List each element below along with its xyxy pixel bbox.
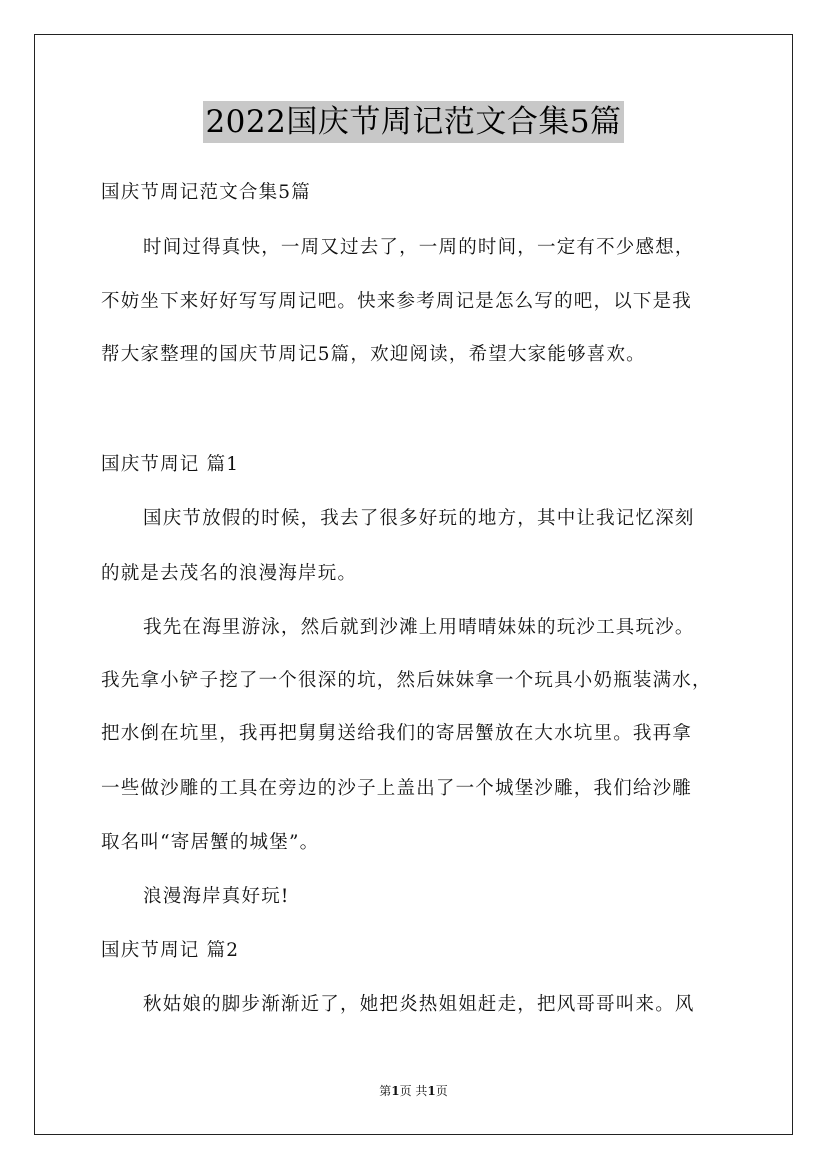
footer-prefix: 第	[379, 1084, 392, 1098]
document-subtitle: 国庆节周记范文合集5篇	[101, 182, 311, 203]
footer-mid: 页 共	[399, 1084, 428, 1098]
section1-line-2: 的就是去茂名的浪漫海岸玩。	[101, 563, 358, 584]
section2-heading: 国庆节周记 篇2	[101, 940, 240, 961]
section1-heading: 国庆节周记 篇1	[101, 454, 240, 475]
section1-line-3: 我先在海里游泳，然后就到沙滩上用晴晴妹妹的玩沙工具玩沙。	[143, 617, 695, 638]
footer-page-total: 1	[427, 1084, 436, 1098]
intro-line-3: 帮大家整理的国庆节周记5篇，欢迎阅读，希望大家能够喜欢。	[101, 344, 646, 365]
footer-suffix: 页	[435, 1084, 448, 1098]
intro-line-2: 不妨坐下来好好写写周记吧。快来参考周记是怎么写的吧，以下是我	[101, 291, 693, 312]
page-footer	[0, 1083, 827, 1099]
section1-line-8: 浪漫海岸真好玩!	[143, 886, 290, 907]
intro-line-1: 时间过得真快，一周又过去了，一周的时间，一定有不少感想，	[143, 237, 695, 258]
title-container	[0, 101, 827, 143]
section1-line-4: 我先拿小铲子挖了一个很深的坑，然后妹妹拿一个玩具小奶瓶装满水，	[101, 670, 712, 691]
section1-line-5: 把水倒在坑里，我再把舅舅送给我们的寄居蟹放在大水坑里。我再拿	[101, 723, 693, 744]
section1-line-7: 取名叫“寄居蟹的城堡”。	[101, 832, 320, 853]
section1-line-1: 国庆节放假的时候，我去了很多好玩的地方，其中让我记忆深刻	[143, 508, 695, 529]
section1-line-6: 一些做沙雕的工具在旁边的沙子上盖出了一个城堡沙雕，我们给沙雕	[101, 778, 693, 799]
footer-page-current: 1	[391, 1084, 400, 1098]
document-title: 2022国庆节周记范文合集5篇	[203, 101, 623, 143]
section2-line-1: 秋姑娘的脚步渐渐近了，她把炎热姐姐赶走，把风哥哥叫来。风	[143, 994, 695, 1015]
